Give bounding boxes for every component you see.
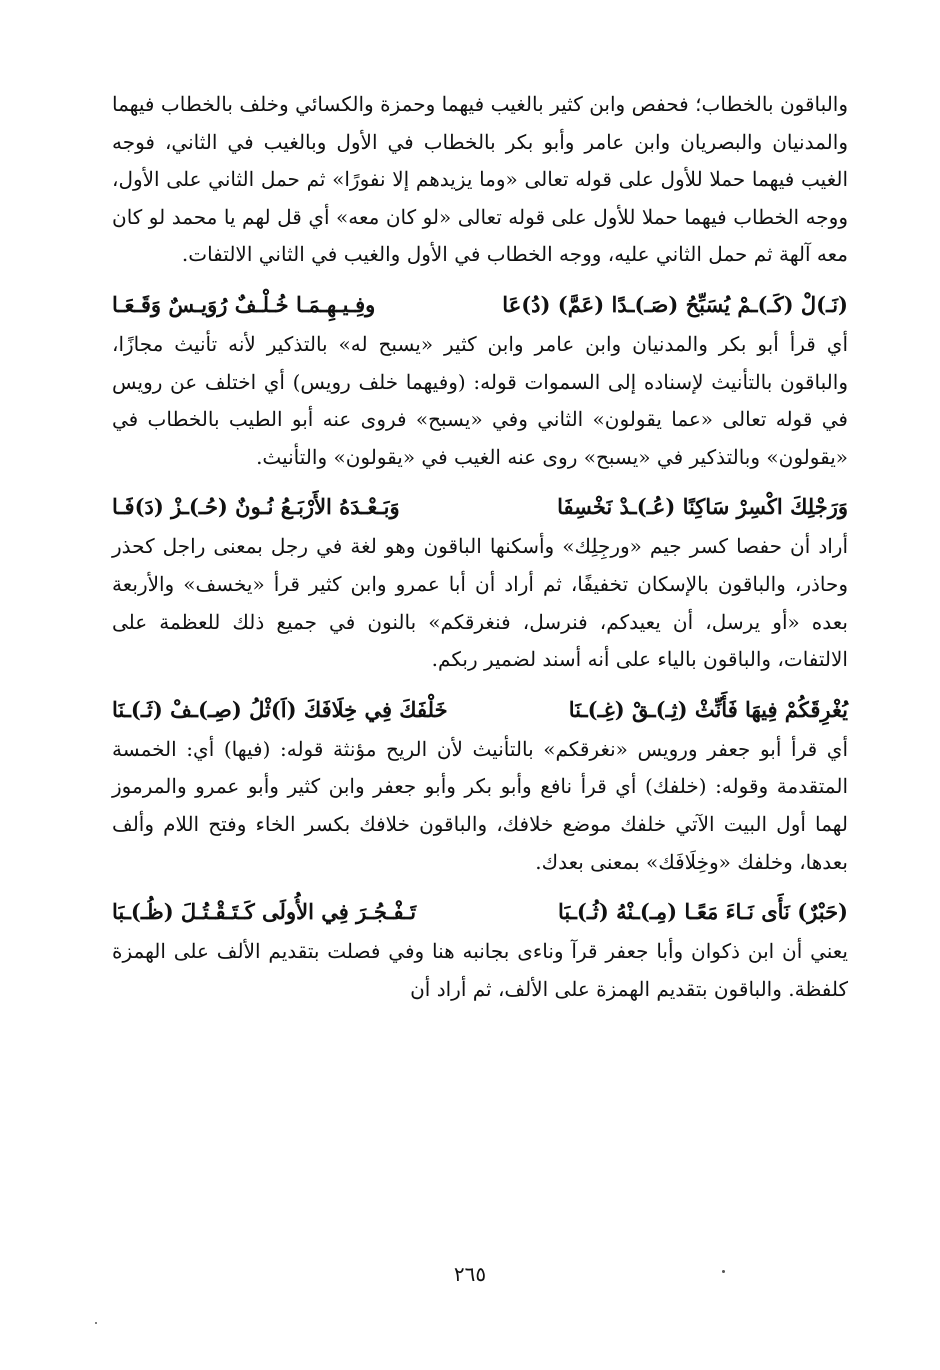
verse-line	[112, 284, 848, 326]
verse-first-hemistich: وَرَجْلِكَ اكْسِرْ سَاكِنًا (عُـ)ـدْ نَخْسِفَا	[557, 494, 848, 520]
verse-first-hemistich: يُغْرِقَكُمْ فِيهَا فَأَنِّثْ (ثِـ)ـقْ (غِـ)ـنَا	[568, 696, 848, 722]
verse-second-hemistich: وفِـيـهِـمَـا خُـلْـفٌ رُوَيـسٌ وَقَـعَـا	[112, 291, 376, 317]
verse-second-hemistich: تَـفْـجُـرَ فِي الأُولَى كَـتَـقْـتُـلَ (ظُـ)ـبَا	[112, 899, 417, 925]
paragraph: أي قرأ أبو جعفر ورويس «نغرقكم» بالتأنيث لأن الريح مؤنثة قوله: (فيها) أي: الخمسة المتقدمة وقوله: (خلفك) أي قرأ نافع وأبو بكر وأبو جعفر وابن كثير وأبو عمرو والمرموز لهما أول البيت الآتي خلفك موضع خلافك، والباقون خلافك بكسر الخاء وفتح اللام وألف بعدها، وخلفك «وخِلَافَك» بمعنى بعدك.	[112, 736, 848, 874]
verse-line	[112, 486, 848, 528]
verse-second-hemistich: خَلْفَكَ فِي خِلَافَكَ (اَ)ثْلُ (صِـ)ـفْ (ثَـ)ـنَا	[112, 696, 448, 722]
verse-line	[112, 689, 848, 731]
paragraph: والباقون بالخطاب؛ فحفص وابن كثير بالغيب فيهما وحمزة والكسائي وخلف بالخطاب فيهما والمدنيان والبصريان وابن عامر وأبو بكر بالخطاب في الأول وبالغيب في الثاني، فوجه الغيب فيهما حملا للأول على قوله تعالى «وما يزيدهم إلا نفورًا» ثم حمل الثاني على الأول، ووجه الخطاب فيهما حملا للأول على قوله تعالى «لو كان معه» أي قل لهم يا محمد لو كان معه آلهة ثم حمل الثاني عليه، ووجه الخطاب في الأول والغيب في الثاني الالتفات.	[112, 92, 848, 267]
page-body	[112, 86, 848, 1008]
verse-first-hemistich: (نَـ)لْ (كَـ)ـمْ يُسَبِّحُ (صَـ)ـدًا (عَمَّ) (دُ)عَا	[502, 291, 848, 317]
verse-line	[112, 891, 848, 933]
paragraph: يعني أن ابن ذكوان وأبا جعفر قرآ وناءى بجانبه هنا وفي فصلت بتقديم الألف على الهمزة كلفظة. والباقون بتقديم الهمزة على الألف، ثم أراد أن	[112, 939, 848, 1001]
verse-first-hemistich: (حَبْرٌ) نَأَى نَـاءَ مَعًـا (مِـ)ـنْهُ (ثُـ)ـبَا	[558, 899, 848, 925]
paragraph: أراد أن حفصا كسر جيم «ورجِلِك» وأسكنها الباقون وهو لغة في رجل بمعنى راجل كحذر وحاذر، والباقون بالإسكان تخفيفًا، ثم أراد أن أبا عمرو وابن كثير قرأ «يخسف» والأربعة بعده «أو يرسل، أن يعيدكم، فنرسل، فنغرقكم» بالنون في جميع ذلك للعظمة على الالتفات، والباقون بالياء على أنه أسند لضمير ربكم.	[112, 534, 849, 672]
scan-speck	[95, 1322, 97, 1324]
verse-second-hemistich: وَبَـعْـدَهُ الأَرْبَـعُ نُـونٌ (حُـ)ـزْ (دَ)فَـا	[112, 494, 400, 520]
paragraph: أي قرأ أبو بكر والمدنيان وابن عامر وابن كثير «يسبح له» بالتذكير لأنه تأنيث مجازًا، والباقون بالتأنيث لإسناده إلى السموات قوله: (وفيهما خلف رويس) أي اختلف عن رويس في قوله تعالى «عما يقولون» الثاني وفي «يسبح» فروى عنه أبو الطيب بالخطاب في «يقولون» وبالتذكير في «يسبح» روى عنه الغيب في «يقولون» والتأنيث.	[112, 331, 848, 469]
page-number: ٢٦٥	[453, 1262, 487, 1286]
scan-speck	[722, 1270, 725, 1273]
